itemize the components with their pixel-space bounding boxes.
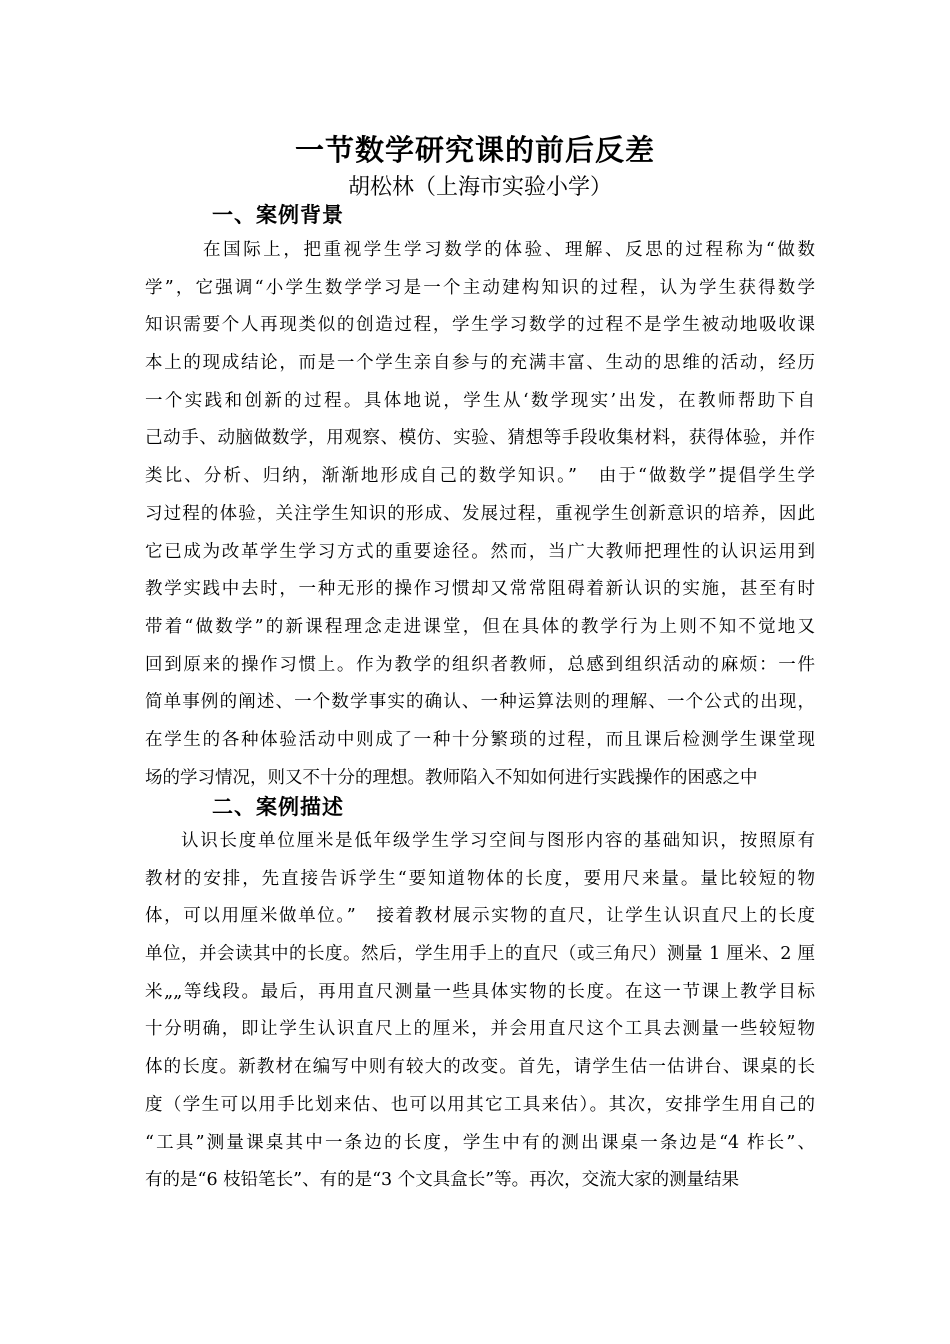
section-heading-background: 一、案例背景	[212, 202, 344, 227]
section-heading-description: 二、案例描述	[212, 794, 344, 819]
paragraph-line: 知识需要个人再现类似的创造过程，学生学习数学的过程不是学生被动地吸收课	[145, 315, 815, 336]
paragraph-line: 十分明确，即让学生认识直尺上的厘米，并会用直尺这个工具去测量一些较短物	[145, 1019, 815, 1040]
paragraph-line: 在学生的各种体验活动中则成了一种十分繁琐的过程，而且课后检测学生课堂现	[145, 729, 815, 750]
paragraph-line: “工具”测量课桌其中一条边的长度，学生中有的测出课桌一条边是“4 柞长”、	[145, 1132, 815, 1153]
paragraph-line: 有的是“6 枝铅笔长”、有的是“3 个文具盒长”等。再次，交流大家的测量结果	[145, 1170, 740, 1191]
paragraph-line: 体的长度。新教材在编写中则有较大的改变。首先，请学生估一估讲台、课桌的长	[145, 1057, 815, 1078]
paragraph-line: 类比、分析、归纳，渐渐地形成自己的数学知识。” 由于“做数学”提倡学生学	[145, 466, 815, 487]
paragraph-line: 米„„等线段。最后，再用直尺测量一些具体实物的长度。在这一节课上教学目标	[145, 981, 815, 1002]
paragraph-line: 回到原来的操作习惯上。作为教学的组织者教师，总感到组织活动的麻烦：一件	[145, 654, 815, 675]
paragraph-line: 单位，并会读其中的长度。然后，学生用手上的直尺（或三角尺）测量 1 厘米、2 厘	[145, 944, 815, 965]
paragraph-line: 己动手、动脑做数学，用观察、模仿、实验、猜想等手段收集材料，获得体验，并作	[145, 428, 815, 449]
section-body-background	[145, 232, 815, 797]
document-title: 一节数学研究课的前后反差	[294, 133, 655, 167]
section-body-description	[145, 823, 815, 1200]
paragraph-line: 本上的现成结论，而是一个学生亲自参与的充满丰富、生动的思维的活动，经历	[145, 353, 815, 374]
paragraph-line: 学”，它强调“小学生数学学习是一个主动建构知识的过程，认为学生获得数学	[145, 277, 815, 298]
paragraph-line: 度（学生可以用手比划来估、也可以用其它工具来估）。其次，安排学生用自己的	[145, 1094, 815, 1115]
paragraph-line: 一个实践和创新的过程。具体地说，学生从‘数学现实’出发，在教师帮助下自	[145, 390, 815, 411]
paragraph-line: 体，可以用厘米做单位。” 接着教材展示实物的直尺，让学生认识直尺上的长度	[145, 906, 815, 927]
paragraph-line: 认识长度单位厘米是低年级学生学习空间与图形内容的基础知识，按照原有	[181, 831, 815, 851]
paragraph-line: 在国际上，把重视学生学习数学的体验、理解、反思的过程称为“做数	[203, 240, 815, 260]
paragraph-line: 教学实践中去时，一种无形的操作习惯却又常常阻碍着新认识的实施，甚至有时	[145, 579, 815, 600]
paragraph-line: 简单事例的阐述、一个数学事实的确认、一种运算法则的理解、一个公式的出现，	[145, 692, 815, 713]
paragraph-line: 教材的安排，先直接告诉学生“要知道物体的长度，要用尺来量。量比较短的物	[145, 868, 815, 889]
document-author: 胡松林（上海市实验小学）	[347, 175, 612, 200]
paragraph-line: 习过程的体验，关注学生知识的形成、发展过程，重视学生创新意识的培养，因此	[145, 503, 815, 524]
paragraph-line: 它已成为改革学生学习方式的重要途径。然而，当广大教师把理性的认识运用到	[145, 541, 815, 562]
paragraph-line: 带着“做数学”的新课程理念走进课堂，但在具体的教学行为上则不知不觉地又	[145, 616, 815, 637]
paragraph-line: 场的学习情况，则又不十分的理想。教师陷入不知如何进行实践操作的困惑之中	[145, 767, 758, 788]
